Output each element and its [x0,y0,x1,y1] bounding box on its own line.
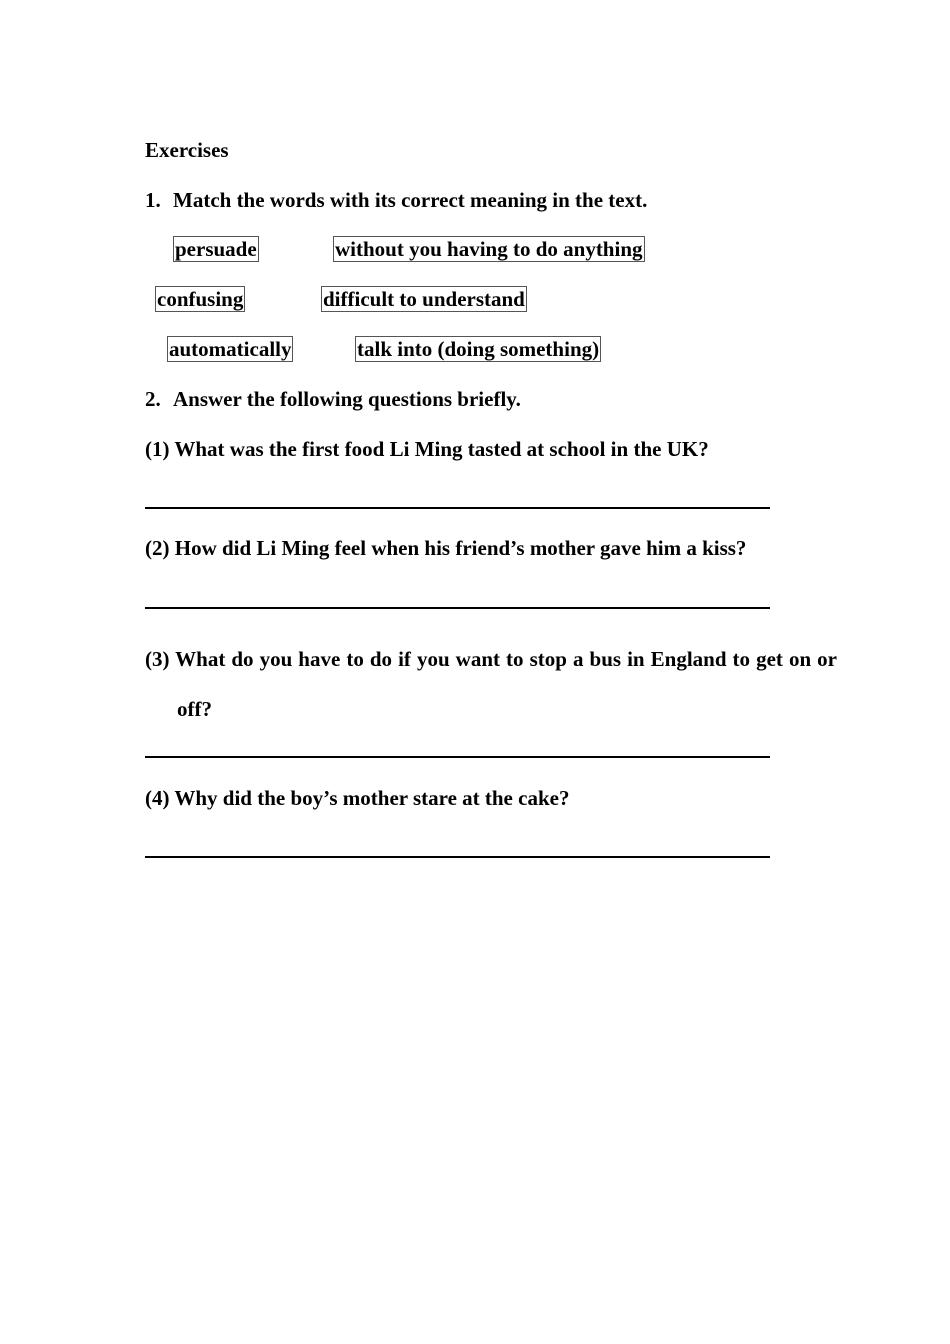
section-1-number: 1. [145,188,161,212]
section-2-text: Answer the following questions briefly. [173,387,521,411]
answer-line-3[interactable] [145,756,770,758]
section-2-number: 2. [145,387,161,411]
answer-line-4[interactable] [145,856,770,858]
section-1-instruction [145,188,647,212]
match-meaning-talk-into[interactable]: talk into (doing something) [357,337,600,361]
match-meaning-difficult-to-understand[interactable]: difficult to understand [323,287,525,311]
section-1-text: Match the words with its correct meaning in the text. [173,188,648,212]
match-word-persuade[interactable]: persuade [175,237,257,261]
question-2: (2) How did Li Ming feel when his friend’s mother gave him a kiss? [145,536,747,560]
exercises-heading: Exercises [145,138,229,162]
question-3: (3) What do you have to do if you want to stop a bus in England to get on or off? [145,647,837,721]
answer-line-1[interactable] [145,507,770,509]
match-word-confusing[interactable]: confusing [157,287,244,311]
match-meaning-without-doing-anything[interactable]: without you having to do anything [335,237,643,261]
question-1: (1) What was the first food Li Ming tasted at school in the UK? [145,437,709,461]
question-4: (4) Why did the boy’s mother stare at the cake? [145,786,570,810]
section-2-instruction [145,387,521,411]
match-word-automatically[interactable]: automatically [169,337,292,361]
answer-line-2[interactable] [145,607,770,609]
